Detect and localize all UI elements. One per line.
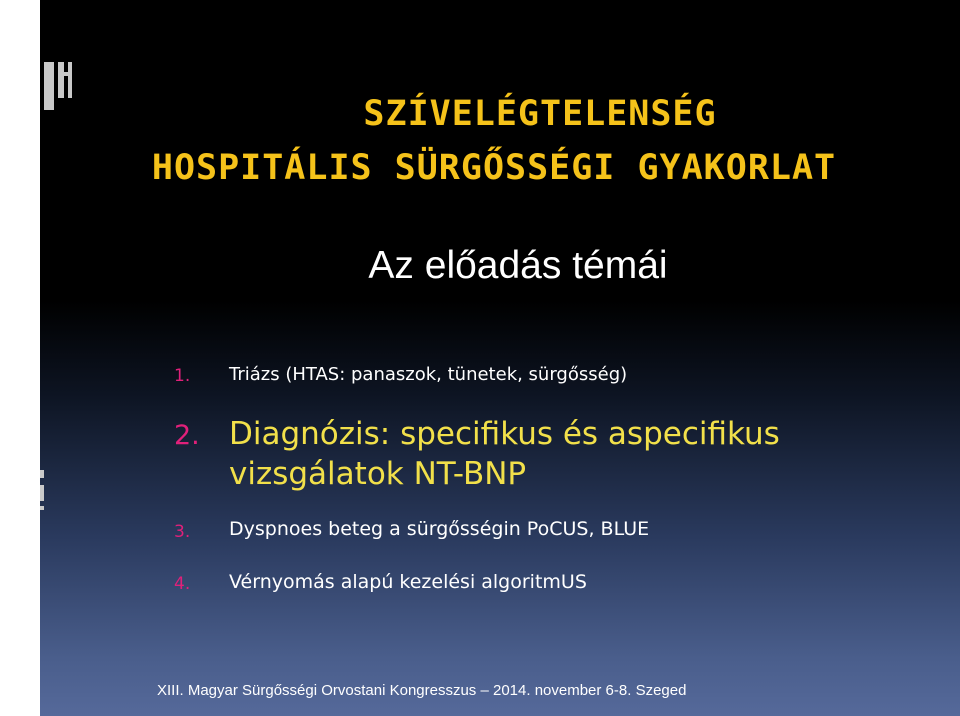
list-item-number: 2. [174,420,200,451]
list-item-number: 1. [174,366,191,386]
decorative-bar [40,506,44,510]
list-item-text: Dyspnoes beteg a sürgősségin PoCUS, BLUE [229,518,650,540]
decorative-bar [44,78,54,110]
list-item-number: 3. [174,522,191,542]
slide-title: SZÍVELÉGTELENSÉG [363,94,717,134]
slide-title-line2: HOSPITÁLIS SÜRGŐSSÉGI GYAKORLAT [151,148,837,188]
list-item-text: Vérnyomás alapú kezelési algoritmUS [229,571,587,593]
list-item-text: Diagnózis: specifikus és aspecifikus vizsgálatok NT-BNP [229,416,780,492]
decorative-bar [40,470,44,478]
decorative-bar [40,485,44,501]
decorative-bar [58,62,64,98]
decorative-bar [68,62,72,98]
slide-subtitle: Az előadás témái [368,244,668,287]
slide-footer: XIII. Magyar Sürgősségi Orvostani Kongresszus – 2014. november 6-8. Szeged [157,682,687,699]
list-item-number: 4. [174,574,191,594]
slide [40,0,960,716]
decorative-bar [58,72,72,76]
list-item-text: Triázs (HTAS: panaszok, tünetek, sürgősség) [229,364,628,385]
